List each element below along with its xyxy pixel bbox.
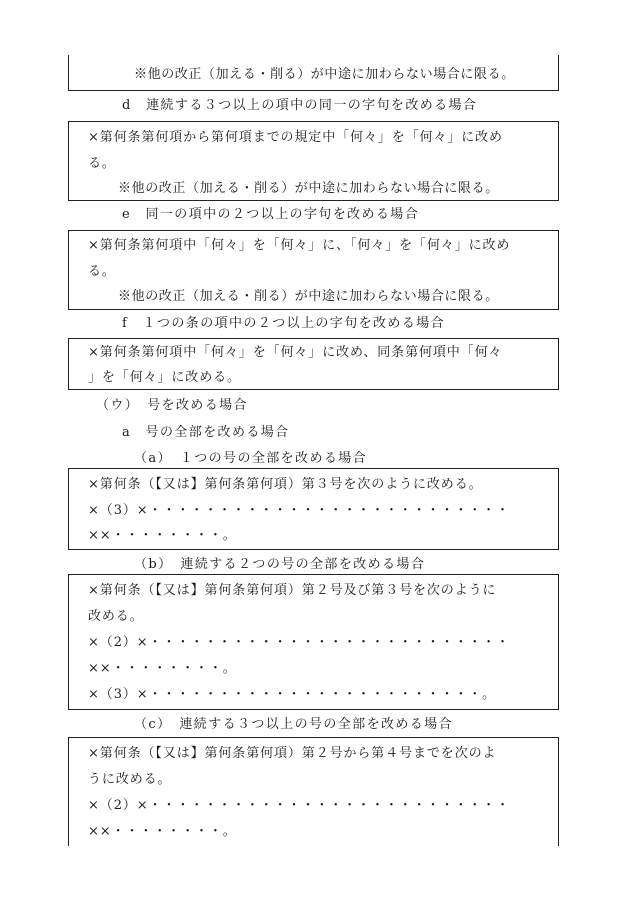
heading-e: e 同一の項中の２つ以上の字句を改める場合: [122, 207, 420, 222]
example-line: ×（3）×・・・・・・・・・・・・・・・・・・・・・・・・・・: [88, 503, 510, 518]
example-line: ×第何条（【又は】第何条第何項）第３号を次のように改める。: [88, 477, 483, 492]
heading-u: （ウ） 号を改める場合: [96, 398, 248, 413]
example-line: うに改める。: [88, 772, 172, 787]
example-line: ×第何条（【又は】第何条第何項）第２号から第４号までを次のよ: [88, 746, 497, 761]
example-line: る。: [88, 156, 116, 171]
example-line: る。: [88, 264, 116, 279]
heading-u-a: a 号の全部を改める場合: [122, 425, 290, 440]
example-line: ×第何条第何項中「何々」を「何々」に、「何々」を「何々」に改め: [88, 238, 511, 253]
example-line: ×（2）×・・・・・・・・・・・・・・・・・・・・・・・・・・: [88, 798, 510, 813]
example-line: ×第何条第何項中「何々」を「何々」に改め、同条第何項中「何々: [88, 345, 503, 360]
example-line: ××・・・・・・・・。: [88, 824, 237, 839]
example-line: ×第何条（【又は】第何条第何項）第２号及び第３号を次のように: [88, 583, 497, 598]
example-line: ××・・・・・・・・。: [88, 528, 237, 543]
example-line: ×（3）×・・・・・・・・・・・・・・・・・・・・・・・・。: [88, 687, 497, 702]
heading-d: d 連続する３つ以上の項中の同一の字句を改める場合: [122, 98, 478, 113]
example-line: ××・・・・・・・・。: [88, 661, 237, 676]
note-line: ※他の改正（加える・削る）が中途に加わらない場合に限る。: [118, 289, 499, 304]
heading-item-c: （c） 連続する３つ以上の号の全部を改める場合: [134, 717, 453, 732]
heading-item-a: （a） １つの号の全部を改める場合: [134, 451, 368, 466]
heading-f: f １つの条の項中の２つ以上の字句を改める場合: [122, 316, 446, 331]
note-line: ※他の改正（加える・削る）が中途に加わらない場合に限る。: [118, 181, 499, 196]
example-line: ×（2）×・・・・・・・・・・・・・・・・・・・・・・・・・・: [88, 635, 510, 650]
heading-item-b: （b） 連続する２つの号の全部を改める場合: [134, 557, 426, 572]
example-line: 改める。: [88, 609, 144, 624]
note-line: ※他の改正（加える・削る）が中途に加わらない場合に限る。: [134, 67, 515, 82]
example-line: 」を「何々」に改める。: [88, 370, 241, 385]
example-line: ×第何条第何項から第何項までの規定中「何々」を「何々」に改め: [88, 130, 503, 145]
